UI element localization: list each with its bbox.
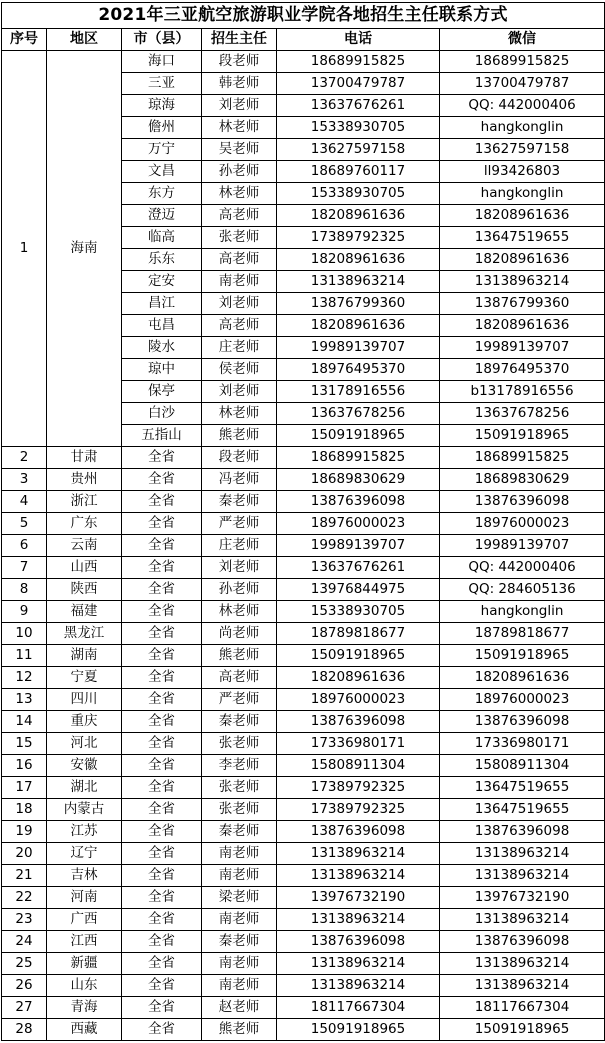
row-city: 全省	[122, 777, 202, 799]
row-city: 儋州	[122, 117, 202, 139]
table-row	[2, 865, 605, 887]
row-region: 吉林	[47, 865, 122, 887]
row-phone: 18689760117	[277, 161, 440, 183]
row-teacher: 孙老师	[202, 161, 277, 183]
row-city: 定安	[122, 271, 202, 293]
row-wechat: 19989139707	[440, 535, 605, 557]
row-teacher: 熊老师	[202, 1019, 277, 1041]
row-city: 三亚	[122, 73, 202, 95]
row-teacher: 林老师	[202, 183, 277, 205]
row-phone: 15091918965	[277, 645, 440, 667]
table-row	[2, 953, 605, 975]
header-wechat: 微信	[440, 29, 605, 51]
row-phone: 15338930705	[277, 601, 440, 623]
table-row	[2, 645, 605, 667]
row-wechat: 13138963214	[440, 271, 605, 293]
table-row	[2, 843, 605, 865]
row-phone: 13876799360	[277, 293, 440, 315]
row-no: 19	[2, 821, 47, 843]
table-row	[2, 909, 605, 931]
row-wechat: 15091918965	[440, 1019, 605, 1041]
row-region: 江苏	[47, 821, 122, 843]
row-phone: 13976732190	[277, 887, 440, 909]
row-phone: 17389792325	[277, 799, 440, 821]
row-city: 全省	[122, 953, 202, 975]
table-row	[2, 975, 605, 997]
row-phone: 13637676261	[277, 95, 440, 117]
row-phone: 18976495370	[277, 359, 440, 381]
table-row	[2, 733, 605, 755]
row-phone: 13138963214	[277, 865, 440, 887]
row-teacher: 赵老师	[202, 997, 277, 1019]
row-region: 河南	[47, 887, 122, 909]
row-region: 湖南	[47, 645, 122, 667]
row-wechat: 18689830629	[440, 469, 605, 491]
table-row	[2, 491, 605, 513]
row-teacher: 高老师	[202, 249, 277, 271]
row-region: 黑龙江	[47, 623, 122, 645]
row-no: 3	[2, 469, 47, 491]
row-teacher: 秦老师	[202, 931, 277, 953]
row-region: 山西	[47, 557, 122, 579]
header-region: 地区	[47, 29, 122, 51]
row-phone: 15808911304	[277, 755, 440, 777]
row-city: 白沙	[122, 403, 202, 425]
row-city: 全省	[122, 447, 202, 469]
row-wechat: 13876396098	[440, 711, 605, 733]
row-city: 屯昌	[122, 315, 202, 337]
row-city: 全省	[122, 931, 202, 953]
row-wechat: 13138963214	[440, 843, 605, 865]
row-region: 宁夏	[47, 667, 122, 689]
header-phone: 电话	[277, 29, 440, 51]
row-teacher: 熊老师	[202, 425, 277, 447]
row-no: 23	[2, 909, 47, 931]
row-phone: 18689915825	[277, 51, 440, 73]
row-no: 26	[2, 975, 47, 997]
row-wechat: 18208961636	[440, 249, 605, 271]
row-phone: 13138963214	[277, 953, 440, 975]
row-no: 25	[2, 953, 47, 975]
row-phone: 15091918965	[277, 1019, 440, 1041]
row-wechat: 13647519655	[440, 799, 605, 821]
table-row	[2, 513, 605, 535]
row-region: 重庆	[47, 711, 122, 733]
row-no: 15	[2, 733, 47, 755]
row-no: 18	[2, 799, 47, 821]
row-phone: 13637678256	[277, 403, 440, 425]
row-city: 全省	[122, 645, 202, 667]
row-phone: 13178916556	[277, 381, 440, 403]
row-phone: 17336980171	[277, 733, 440, 755]
table-row	[2, 821, 605, 843]
row-teacher: 南老师	[202, 865, 277, 887]
row-phone: 13627597158	[277, 139, 440, 161]
header-row	[2, 29, 605, 51]
row-teacher: 刘老师	[202, 95, 277, 117]
row-no: 4	[2, 491, 47, 513]
row-city: 全省	[122, 975, 202, 997]
row-region: 云南	[47, 535, 122, 557]
row-city: 全省	[122, 865, 202, 887]
row-no: 5	[2, 513, 47, 535]
row-teacher: 南老师	[202, 953, 277, 975]
row-city: 琼中	[122, 359, 202, 381]
row-city: 海口	[122, 51, 202, 73]
table-row	[2, 601, 605, 623]
row-wechat: 13647519655	[440, 777, 605, 799]
row-city: 全省	[122, 711, 202, 733]
row-teacher: 段老师	[202, 447, 277, 469]
row-no: 21	[2, 865, 47, 887]
row-phone: 15338930705	[277, 117, 440, 139]
row-wechat: 13700479787	[440, 73, 605, 95]
row-wechat: 13976732190	[440, 887, 605, 909]
row-region: 甘肃	[47, 447, 122, 469]
row-wechat: 13876396098	[440, 821, 605, 843]
row-no: 6	[2, 535, 47, 557]
row-city: 全省	[122, 535, 202, 557]
row-city: 临高	[122, 227, 202, 249]
header-city: 市（县）	[122, 29, 202, 51]
row-no: 20	[2, 843, 47, 865]
row-phone: 13976844975	[277, 579, 440, 601]
row-wechat: 13627597158	[440, 139, 605, 161]
row-teacher: 刘老师	[202, 557, 277, 579]
row-region: 湖北	[47, 777, 122, 799]
row-teacher: 林老师	[202, 601, 277, 623]
row-teacher: 张老师	[202, 733, 277, 755]
row-city: 全省	[122, 843, 202, 865]
row-phone: 18208961636	[277, 205, 440, 227]
table-row	[2, 755, 605, 777]
row-city: 全省	[122, 557, 202, 579]
row-phone: 18689915825	[277, 447, 440, 469]
row-teacher: 张老师	[202, 799, 277, 821]
row-wechat: 13138963214	[440, 909, 605, 931]
table-title: 2021年三亚航空旅游职业学院各地招生主任联系方式	[2, 3, 605, 29]
row-teacher: 严老师	[202, 689, 277, 711]
row-wechat: 18789818677	[440, 623, 605, 645]
row-teacher: 张老师	[202, 777, 277, 799]
table-row	[2, 51, 605, 73]
row-city: 陵水	[122, 337, 202, 359]
row-teacher: 段老师	[202, 51, 277, 73]
row-phone: 18208961636	[277, 667, 440, 689]
row-wechat: 13138963214	[440, 953, 605, 975]
row-wechat: hangkonglin	[440, 601, 605, 623]
row-phone: 13138963214	[277, 909, 440, 931]
table-row	[2, 447, 605, 469]
row-teacher: 高老师	[202, 667, 277, 689]
row-phone: 13138963214	[277, 843, 440, 865]
row-phone: 18976000023	[277, 689, 440, 711]
table-row	[2, 623, 605, 645]
row-teacher: 秦老师	[202, 711, 277, 733]
row-no: 14	[2, 711, 47, 733]
row-phone: 15338930705	[277, 183, 440, 205]
row-no: 12	[2, 667, 47, 689]
row-city: 昌江	[122, 293, 202, 315]
row-city: 全省	[122, 623, 202, 645]
row-teacher: 林老师	[202, 403, 277, 425]
row-city: 乐东	[122, 249, 202, 271]
row-city: 保亭	[122, 381, 202, 403]
row-city: 全省	[122, 513, 202, 535]
row-wechat: 19989139707	[440, 337, 605, 359]
row-region: 广西	[47, 909, 122, 931]
table-row	[2, 711, 605, 733]
row-wechat: b13178916556	[440, 381, 605, 403]
row-wechat: 13876396098	[440, 931, 605, 953]
row-city: 琼海	[122, 95, 202, 117]
row-region: 内蒙古	[47, 799, 122, 821]
row-teacher: 韩老师	[202, 73, 277, 95]
row-teacher: 南老师	[202, 843, 277, 865]
row-city: 万宁	[122, 139, 202, 161]
row-no: 2	[2, 447, 47, 469]
row-wechat: 18976495370	[440, 359, 605, 381]
table-row	[2, 689, 605, 711]
row-phone: 13876396098	[277, 711, 440, 733]
row-wechat: 13138963214	[440, 865, 605, 887]
row-region: 山东	[47, 975, 122, 997]
contact-sheet	[0, 2, 605, 1043]
row-phone: 13138963214	[277, 271, 440, 293]
row-wechat: ll93426803	[440, 161, 605, 183]
row-teacher: 梁老师	[202, 887, 277, 909]
table-row	[2, 931, 605, 953]
header-no: 序号	[2, 29, 47, 51]
row-no: 22	[2, 887, 47, 909]
row-phone: 17389792325	[277, 777, 440, 799]
row-phone: 19989139707	[277, 337, 440, 359]
row-teacher: 冯老师	[202, 469, 277, 491]
row-teacher: 熊老师	[202, 645, 277, 667]
row-wechat: 18976000023	[440, 513, 605, 535]
row-wechat: 17336980171	[440, 733, 605, 755]
row-wechat: 15808911304	[440, 755, 605, 777]
row-region: 西藏	[47, 1019, 122, 1041]
row-wechat: 13876799360	[440, 293, 605, 315]
row-no: 24	[2, 931, 47, 953]
row-phone: 13876396098	[277, 491, 440, 513]
row-teacher: 刘老师	[202, 381, 277, 403]
row-phone: 18208961636	[277, 315, 440, 337]
row-region: 青海	[47, 997, 122, 1019]
row-region: 四川	[47, 689, 122, 711]
table-row	[2, 667, 605, 689]
row-wechat: 18689915825	[440, 51, 605, 73]
row-city: 全省	[122, 909, 202, 931]
row-phone: 19989139707	[277, 535, 440, 557]
row-city: 全省	[122, 755, 202, 777]
row-city: 全省	[122, 579, 202, 601]
table-row	[2, 887, 605, 909]
contact-table	[1, 2, 605, 1041]
row-region: 广东	[47, 513, 122, 535]
row-wechat: 18689915825	[440, 447, 605, 469]
row-wechat: hangkonglin	[440, 117, 605, 139]
header-teacher: 招生主任	[202, 29, 277, 51]
row-city: 全省	[122, 887, 202, 909]
row-city: 全省	[122, 1019, 202, 1041]
row-wechat: 13647519655	[440, 227, 605, 249]
row-teacher: 林老师	[202, 117, 277, 139]
row-no: 10	[2, 623, 47, 645]
table-row	[2, 777, 605, 799]
row-region: 浙江	[47, 491, 122, 513]
row-no: 1	[2, 51, 47, 447]
row-no: 16	[2, 755, 47, 777]
row-teacher: 庄老师	[202, 535, 277, 557]
row-teacher: 高老师	[202, 205, 277, 227]
table-body	[2, 51, 605, 1041]
row-region: 海南	[47, 51, 122, 447]
row-city: 全省	[122, 997, 202, 1019]
row-teacher: 尚老师	[202, 623, 277, 645]
row-no: 9	[2, 601, 47, 623]
row-region: 辽宁	[47, 843, 122, 865]
row-city: 东方	[122, 183, 202, 205]
row-teacher: 严老师	[202, 513, 277, 535]
row-no: 27	[2, 997, 47, 1019]
table-row	[2, 535, 605, 557]
table-row	[2, 1019, 605, 1041]
row-teacher: 吴老师	[202, 139, 277, 161]
table-row	[2, 997, 605, 1019]
row-wechat: 13876396098	[440, 491, 605, 513]
row-phone: 18976000023	[277, 513, 440, 535]
table-row	[2, 799, 605, 821]
row-wechat: 18976000023	[440, 689, 605, 711]
row-region: 江西	[47, 931, 122, 953]
row-wechat: QQ: 442000406	[440, 95, 605, 117]
row-city: 五指山	[122, 425, 202, 447]
row-phone: 13700479787	[277, 73, 440, 95]
row-wechat: 18208961636	[440, 315, 605, 337]
row-phone: 15091918965	[277, 425, 440, 447]
row-wechat: 18117667304	[440, 997, 605, 1019]
table-row	[2, 557, 605, 579]
row-teacher: 庄老师	[202, 337, 277, 359]
row-city: 文昌	[122, 161, 202, 183]
row-city: 全省	[122, 667, 202, 689]
table-row	[2, 469, 605, 491]
row-phone: 18789818677	[277, 623, 440, 645]
row-region: 安徽	[47, 755, 122, 777]
row-teacher: 孙老师	[202, 579, 277, 601]
row-phone: 17389792325	[277, 227, 440, 249]
row-teacher: 刘老师	[202, 293, 277, 315]
row-teacher: 秦老师	[202, 821, 277, 843]
row-wechat: 13138963214	[440, 975, 605, 997]
row-teacher: 南老师	[202, 975, 277, 997]
row-teacher: 李老师	[202, 755, 277, 777]
row-city: 全省	[122, 821, 202, 843]
row-city: 全省	[122, 689, 202, 711]
row-wechat: 15091918965	[440, 425, 605, 447]
row-region: 新疆	[47, 953, 122, 975]
row-teacher: 南老师	[202, 271, 277, 293]
row-region: 河北	[47, 733, 122, 755]
row-phone: 13138963214	[277, 975, 440, 997]
row-no: 17	[2, 777, 47, 799]
row-no: 11	[2, 645, 47, 667]
row-wechat: QQ: 284605136	[440, 579, 605, 601]
row-wechat: 18208961636	[440, 205, 605, 227]
row-wechat: hangkonglin	[440, 183, 605, 205]
row-no: 13	[2, 689, 47, 711]
row-teacher: 侯老师	[202, 359, 277, 381]
row-phone: 18208961636	[277, 249, 440, 271]
row-teacher: 张老师	[202, 227, 277, 249]
row-city: 全省	[122, 491, 202, 513]
row-no: 8	[2, 579, 47, 601]
row-phone: 13637676261	[277, 557, 440, 579]
row-teacher: 高老师	[202, 315, 277, 337]
row-phone: 13876396098	[277, 821, 440, 843]
row-wechat: 15091918965	[440, 645, 605, 667]
row-wechat: 13637678256	[440, 403, 605, 425]
row-phone: 13876396098	[277, 931, 440, 953]
row-region: 贵州	[47, 469, 122, 491]
row-region: 福建	[47, 601, 122, 623]
row-phone: 18689830629	[277, 469, 440, 491]
row-no: 7	[2, 557, 47, 579]
row-no: 28	[2, 1019, 47, 1041]
row-wechat: 18208961636	[440, 667, 605, 689]
row-region: 陕西	[47, 579, 122, 601]
row-city: 澄迈	[122, 205, 202, 227]
row-city: 全省	[122, 733, 202, 755]
row-city: 全省	[122, 469, 202, 491]
row-city: 全省	[122, 799, 202, 821]
row-city: 全省	[122, 601, 202, 623]
row-teacher: 南老师	[202, 909, 277, 931]
row-wechat: QQ: 442000406	[440, 557, 605, 579]
row-teacher: 秦老师	[202, 491, 277, 513]
table-row	[2, 579, 605, 601]
row-phone: 18117667304	[277, 997, 440, 1019]
